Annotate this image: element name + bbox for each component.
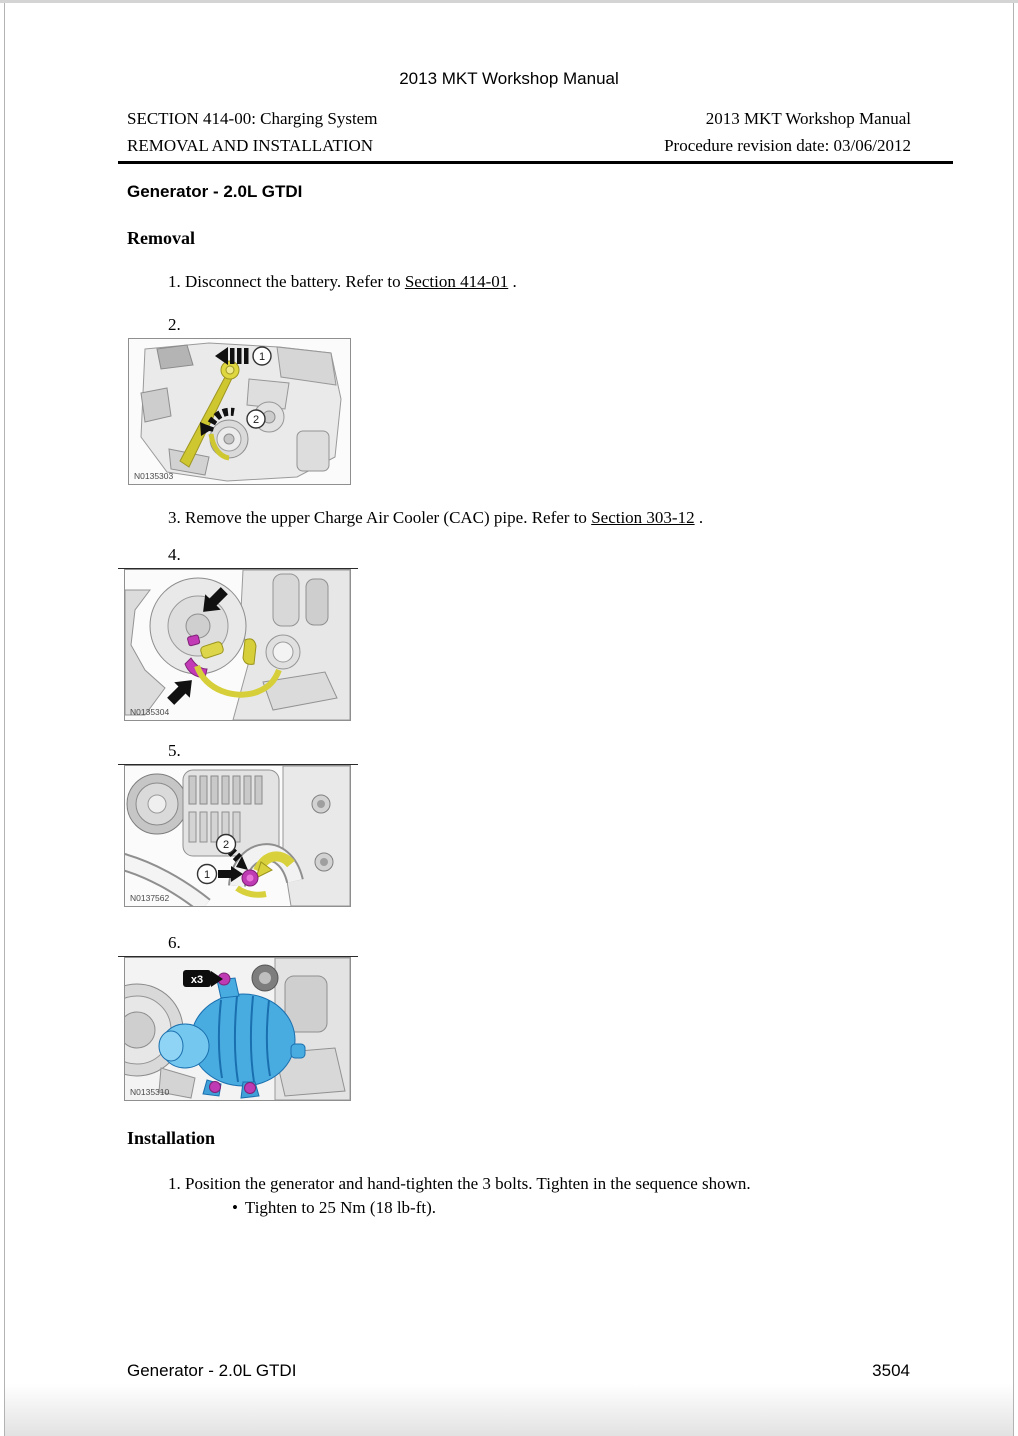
callout-2-badge — [217, 835, 236, 854]
installation-heading: Installation — [127, 1128, 216, 1148]
manual-name: 2013 MKT Workshop Manual — [705, 109, 911, 128]
callout-2-badge — [247, 410, 265, 428]
bullet-text: Tighten to 25 Nm (18 lb-ft). — [244, 1198, 436, 1217]
step-text: Remove the upper Charge Air Cooler (CAC) pipe. Refer to — [185, 508, 587, 527]
callout-1-number: 1 — [203, 869, 211, 881]
removal-heading: Removal — [127, 228, 195, 248]
callout-1-number: 1 — [258, 351, 266, 363]
removal-step-2-number: 2. — [168, 315, 181, 334]
figure-harness-disconnect — [124, 569, 351, 721]
footer-page-number: 3504 — [872, 1361, 910, 1380]
header-divider — [118, 161, 953, 164]
callout-1-badge — [253, 347, 271, 365]
figure-id-label: N0135304 — [130, 707, 170, 717]
figure-id-label: N0137562 — [130, 893, 170, 903]
installation-step-1-bullet — [232, 1198, 436, 1218]
callout-2-number: 2 — [222, 839, 230, 851]
figure-id-label: N0135303 — [134, 471, 174, 481]
callout-2-number: 2 — [252, 414, 260, 426]
magenta-nut-highlight — [242, 870, 258, 886]
figure-generator-bolts — [124, 957, 351, 1101]
generator-bolts-illustration — [125, 958, 350, 1100]
revision-date: Procedure revision date: 03/06/2012 — [664, 136, 911, 155]
figure-id-label: N0135310 — [130, 1087, 170, 1097]
bullet-icon: • — [232, 1198, 238, 1217]
installation-step-1 — [168, 1174, 751, 1194]
section-header-block — [127, 105, 377, 159]
step-suffix: . — [698, 508, 704, 527]
section-title: SECTION 414-00: Charging System — [127, 109, 378, 128]
step-text: Position the generator and hand-tighten the 3 bolts. Tighten in the sequence shown. — [185, 1174, 751, 1193]
removal-step-3 — [168, 508, 703, 528]
figure-engine-overview — [128, 338, 351, 485]
document-title: Generator - 2.0L GTDI — [127, 182, 303, 201]
x3-badge-text: x3 — [190, 974, 204, 986]
step-text: Disconnect the battery. Refer to — [185, 272, 401, 291]
page-header-title: 2013 MKT Workshop Manual — [399, 69, 619, 88]
manual-meta-block — [664, 105, 911, 159]
page-bottom-fade — [5, 1384, 1013, 1436]
removal-step-4-number: 4. — [168, 545, 181, 564]
step-number: 1. — [168, 272, 181, 291]
engine-line-art — [125, 766, 350, 906]
page-right-border — [1013, 3, 1014, 1436]
figure-b-terminal-nut — [124, 765, 351, 907]
page-left-border — [4, 3, 5, 1436]
engine-overview-illustration — [129, 339, 350, 484]
section-subtitle: REMOVAL AND INSTALLATION — [127, 136, 374, 155]
step-suffix: . — [512, 272, 517, 291]
window-top-strip — [0, 0, 1018, 3]
link-section-414-01[interactable]: Section 414-01 — [404, 272, 509, 291]
removal-step-1 — [168, 272, 517, 292]
link-section-303-12[interactable]: Section 303-12 — [591, 508, 695, 527]
removal-step-6-number: 6. — [168, 933, 181, 952]
removal-step-5-number: 5. — [168, 741, 181, 760]
b-terminal-illustration — [125, 766, 350, 906]
callout-1-badge — [198, 865, 217, 884]
footer-title: Generator - 2.0L GTDI — [127, 1361, 297, 1380]
step-number: 3. — [168, 508, 181, 527]
harness-disconnect-illustration — [125, 570, 350, 720]
step-number: 1. — [168, 1174, 181, 1193]
